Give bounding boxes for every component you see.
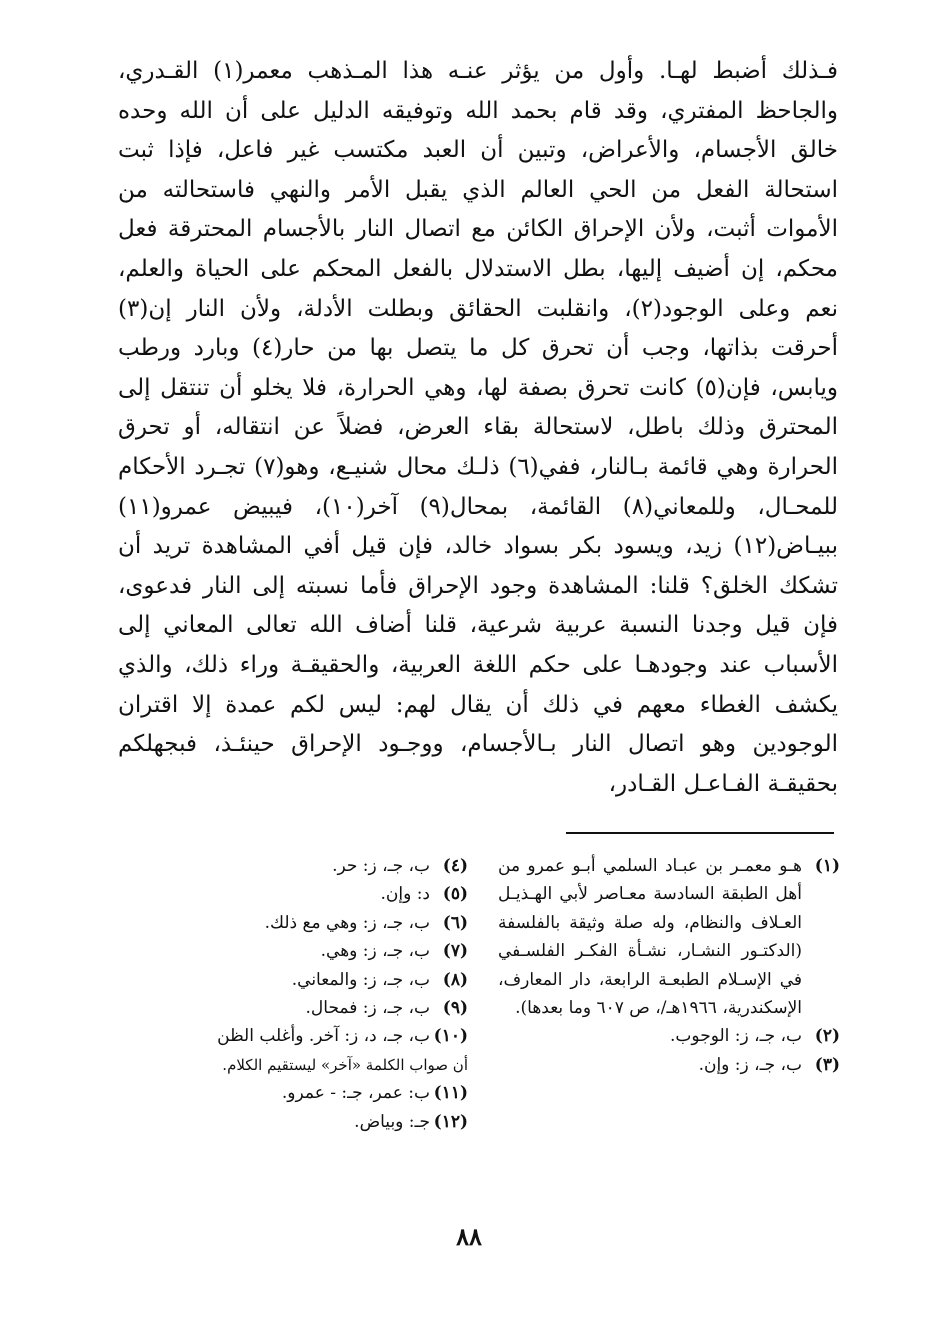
footnote-3: [498, 1051, 840, 1079]
footnote-text: د: وإن.: [380, 884, 430, 905]
footnote-text: ب، جـ، ز: الوجوب.: [670, 1026, 802, 1047]
footnote-number: (٦): [442, 912, 468, 933]
footnote-number: (١١): [433, 1083, 468, 1104]
footnote-text: ب: عمر، جـ: - عمرو.: [281, 1083, 430, 1104]
footnote-text: ب، جـ، ز: وهي مع ذلك.: [264, 912, 430, 933]
footnote-text: ب، جـ، ز: والمعاني.: [291, 969, 430, 990]
footnote-8: [118, 966, 468, 994]
footnote-2: [498, 1022, 840, 1050]
footnote-text: هـو معمـر بن عبـاد السلمي أبـو عمرو من أهل الطبقة السادسة معـاصر لأبي الهـذيـل العـلاف والنظام، وله صلة وثيقة بالفلسفة (الدكتـور النشـار، نشـأة الفكـر الفلسـفي في الإسـلام الطبعـة الرابعة، دار المعارف، الإسكندرية، ١٩٦٦هـ/، ص ٦٠٧ وما بعدها).: [498, 856, 802, 1019]
footnote-number: (٨): [442, 969, 468, 990]
footnote-1: [498, 852, 840, 1022]
footnote-text: ب، جـ، د، ز: آخر. وأغلب الظن: [217, 1026, 430, 1047]
footnotes-left-column: [118, 852, 468, 1136]
body-paragraph: فـذلك أضبط لهـا. وأول من يؤثر عنـه هذا المـذهب معمر(١) القـدري، والجاحظ المفتري، وقد قام بحمد الله وتوفيقه الدليل على أن الله وحده خالق الأجسام، والأعراض، وتبين أن العبد مكتسب غير فاعل، فإذا ثبت استحالة الفعل من الحي العالم الذي يقبل الأمر والنهي فاستحالته من الأموات أثبت، ولأن الإحراق الكائن مع اتصال النار بالأجسام المحترقة فعل محكم، إن أضيف إليها، بطل الاستدلال بالفعل المحكم على الحياة والعلم، نعم وعلى الوجود(٢)، وانقلبت الحقائق وبطلت الأدلة، ولأن النار إن(٣) أحرقت بذاتها، وجب أن تحرق كل ما يتصل بها من حار(٤) وبارد ورطب ويابس، فإن(٥) كانت تحرق بصفة لها، وهي الحرارة، فلا يخلو أن تنتقل إلى المحترق وذلك باطل، لاستحالة بقاء العرض، فضلاً عن انتقاله، أو تحرق الحرارة وهي قائمة بـالنار، ففي(٦) ذلـك محال شنيـع، وهو(٧) تجـرد الأحكام للمحـال، وللمعاني(٨) القائمة، بمحال(٩) آخر(١٠)، فيبيض عمرو(١١) ببيـاض(١٢) زيد، ويسود بكر بسواد خالد، فإن قيل أفي المشاهدة تريد أن تشكك الخلق؟ قلنا: المشاهدة وجود الإحراق فأما نسبته إلى النار فدعوى، فإن قيل وجدنا النسبة عربية شرعية، قلنا أضاف الله تعالى المعاني إلى الأسباب عند وجودهـا على حكم اللغة العربية، والحقيقـة وراء ذلك، والذي يكشف الغطاء معهم في ذلك أن يقال لهم: ليس لكم عمدة إلا اقتران الوجودين وهو اتصال النار بـالأجسام، ووجـود الإحراق حينئـذ، فبجهلكم بحقيقـة الفـاعـل القـادر،: [118, 58, 839, 797]
footnote-number: (١٢): [433, 1111, 468, 1132]
footnote-12: [118, 1108, 468, 1136]
footnotes-right-column: [498, 852, 840, 1079]
footnote-10: [118, 1022, 468, 1050]
footnote-6: [118, 909, 468, 937]
footnote-number: (٢): [814, 1026, 840, 1047]
footnote-text: جـ: وبياض.: [354, 1111, 430, 1132]
footnote-10-continuation: أن صواب الكلمة «آخر» ليستقيم الكلام.: [222, 1055, 468, 1074]
footnote-text: ب، جـ، ز: حر.: [332, 856, 430, 876]
footnote-text: ب، جـ، ز: فمحال.: [305, 998, 430, 1019]
footnote-number: (٥): [442, 884, 468, 905]
footnote-number: (١): [814, 856, 840, 876]
footnote-number: (٩): [442, 998, 468, 1019]
footnote-separator: [566, 832, 834, 834]
footnote-4: [118, 852, 468, 880]
footnote-number: (٤): [442, 856, 468, 876]
footnote-11: [118, 1079, 468, 1107]
page-number: ٨٨: [456, 1222, 482, 1251]
footnote-9: [118, 994, 468, 1022]
footnote-number: (١٠): [433, 1026, 468, 1047]
footnote-5: [118, 880, 468, 908]
footnote-text: ب، جـ، ز: وإن.: [698, 1054, 802, 1075]
footnote-number: (٧): [442, 941, 468, 962]
main-text: [118, 52, 838, 804]
footnote-7: [118, 937, 468, 965]
footnote-text: ب، جـ، ز: وهي.: [320, 941, 430, 962]
footnote-number: (٣): [814, 1054, 840, 1075]
